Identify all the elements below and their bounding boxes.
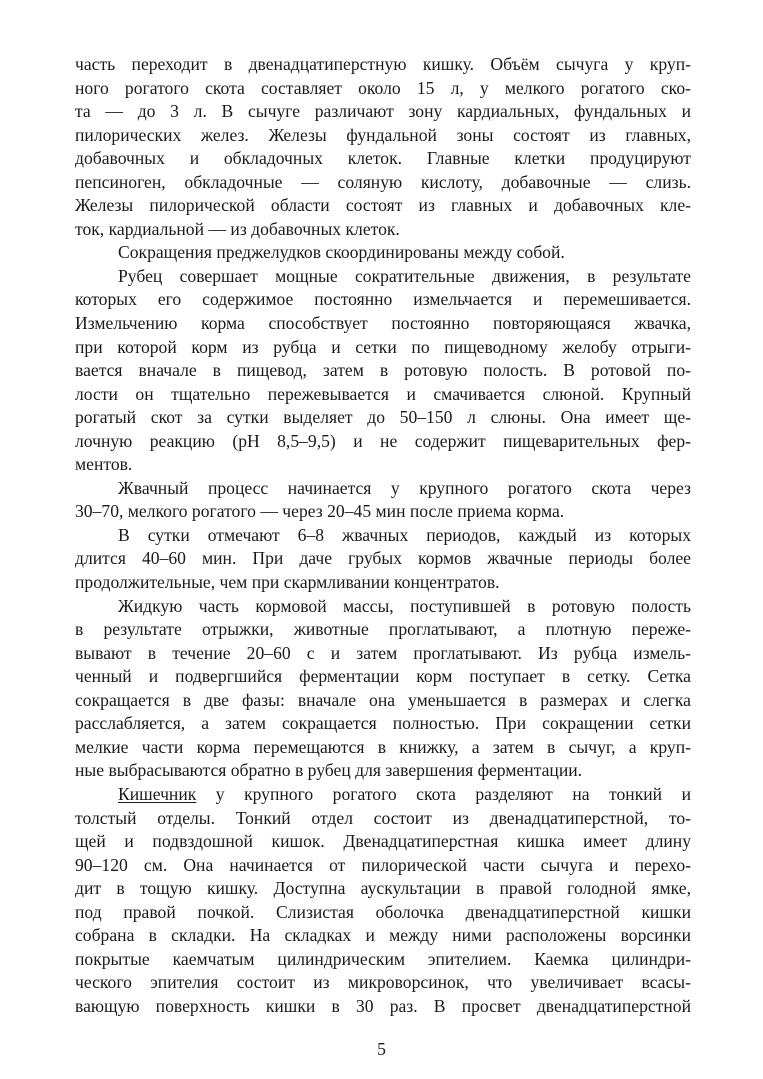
text-line: Рубец совершает мощные сократительные движения, в результате <box>118 265 691 286</box>
text-line: которых его содержимое постоянно измельчается и перемешивается. <box>75 289 691 310</box>
page-number: 5 <box>377 1039 386 1059</box>
text-line: мелкие части корма перемещаются в книжку, а затем в сычуг, а круп- <box>75 736 691 757</box>
paragraph-reticulum <box>75 595 691 783</box>
text-line: ток, кардиальной — из добавочных клеток. <box>75 218 400 239</box>
paragraph-rumination-periods <box>75 524 691 595</box>
text-line: толстый отделы. Тонкий отдел состоит из двенадцатиперстной, то- <box>75 807 691 828</box>
text-line: дит в тощую кишку. Доступна аускультации в правой голодной ямке, <box>75 878 691 899</box>
text-line: лости он тщательно пережевывается и смачивается слюной. Крупный <box>75 383 691 404</box>
text-line: щей и подвздошной кишок. Двенадцатиперстная кишка имеет длину <box>75 831 691 852</box>
text-line: 90–120 см. Она начинается от пилорической части сычуга и перехо- <box>75 854 691 875</box>
text-line: покрытые каемчатым цилиндрическим эпителием. Каемка цилиндри- <box>75 948 691 969</box>
text-line: под правой почкой. Слизистая оболочка двенадцатиперстной кишки <box>75 901 691 922</box>
paragraph-forestomach-contractions <box>75 241 691 265</box>
text-line: сокращается в две фазы: вначале она уменьшается в размерах и слегка <box>75 689 691 710</box>
paragraph-rumination-start <box>75 477 691 524</box>
text-line: 30–70, мелкого рогатого — через 20–45 мин после приема корма. <box>75 501 565 522</box>
text-line: В сутки отмечают 6–8 жвачных периодов, каждый из которых <box>118 524 691 545</box>
paragraph-abomasum <box>75 53 691 241</box>
text-line: Жвачный процесс начинается у крупного рогатого скота через <box>118 477 691 498</box>
text-line: ментов. <box>75 454 133 475</box>
text-line: расслабляется, а затем сокращается полностью. При сокращении сетки <box>75 713 691 734</box>
paragraph-intestine <box>75 783 691 1018</box>
text-line: вается вначале в пищевод, затем в ротовую полость. В ротовой по- <box>75 360 691 381</box>
text-line: в результате отрыжки, животные проглатывают, а плотную переже- <box>75 619 691 640</box>
text-line: добавочных и обкладочных клеток. Главные клетки продуцируют <box>75 148 691 169</box>
text-line: ного рогатого скота составляет около 15 л, у мелкого рогатого ско- <box>75 77 691 98</box>
text-line: Железы пилорической области состоят из главных и добавочных кле- <box>75 195 691 216</box>
text-line: при которой корм из рубца и сетки по пищеводному желобу отрыги- <box>75 336 691 357</box>
text-line: вывают в течение 20–60 с и затем проглатывают. Из рубца измель- <box>75 642 691 663</box>
text-line <box>75 783 691 807</box>
text-line: собрана в складки. На складках и между ними расположены ворсинки <box>75 925 691 946</box>
text-line: продолжительные, чем при скармливании концентратов. <box>75 572 500 593</box>
text-line: рогатый скот за сутки выделяет до 50–150 л слюны. Она имеет ще- <box>75 407 691 428</box>
term-intestine: Кишечник <box>118 783 197 804</box>
text-line: ческого эпителия состоит из микроворсинок, что увеличивает всасы- <box>75 972 691 993</box>
text-line: лочную реакцию (pH 8,5–9,5) и не содержит пищеварительных фер- <box>75 430 691 451</box>
text-line: ные выбрасываются обратно в рубец для завершения ферментации. <box>75 760 583 781</box>
text-line: ченный и подвергшийся ферментации корм поступает в сетку. Сетка <box>75 666 691 687</box>
text-line: пепсиноген, обкладочные — соляную кислоту, добавочные — слизь. <box>75 171 691 192</box>
text-line: вающую поверхность кишки в 30 раз. В просвет двенадцатиперстной <box>75 995 691 1016</box>
text-line: Измельчению корма способствует постоянно повторяющаяся жвачка, <box>75 313 691 334</box>
text-line: часть переходит в двенадцатиперстную кишку. Объём сычуга у круп- <box>75 54 691 74</box>
text-line: та — до 3 л. В сычуге различают зону кардиальных, фундальных и <box>75 101 691 122</box>
paragraph-rumen <box>75 265 691 477</box>
body-text <box>75 53 691 1018</box>
text-line-rest: у крупного рогатого скота разделяют на тонкий и <box>196 783 691 804</box>
text-line: Сокращения преджелудков скоординированы между собой. <box>118 242 565 263</box>
text-line: Жидкую часть кормовой массы, поступившей в ротовую полость <box>118 595 691 616</box>
text-line: пилорических желез. Железы фундальной зоны состоят из главных, <box>75 124 691 145</box>
text-line: длится 40–60 мин. При даче грубых кормов жвачные периоды более <box>75 548 691 569</box>
